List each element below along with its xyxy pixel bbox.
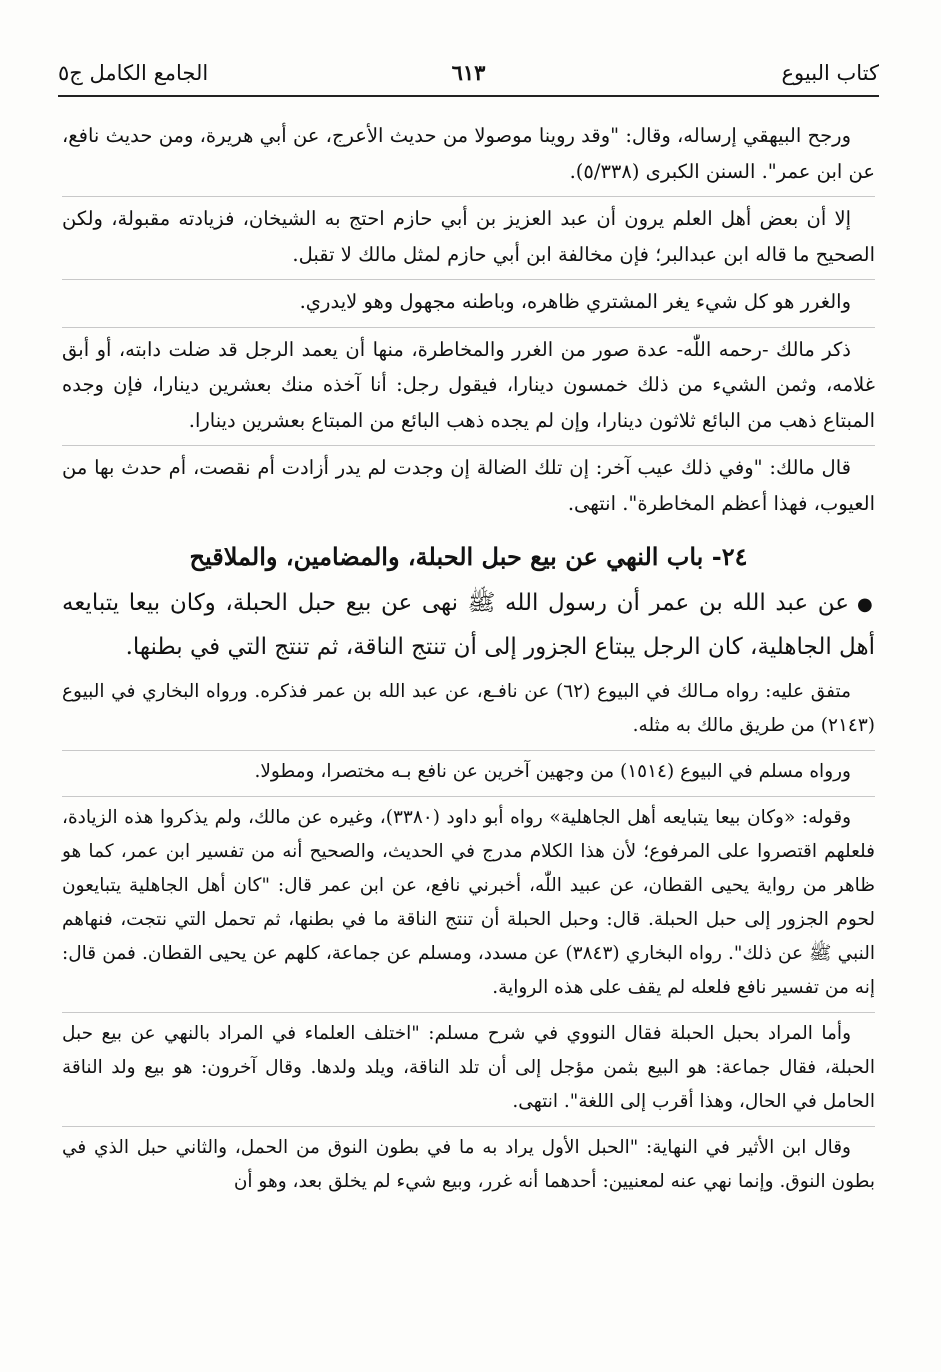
header-divider [58,95,879,97]
paragraph-abdulaziz: إلا أن بعض أهل العلم يرون أن عبد العزيز بن أبي حازم احتج به الشيخان، فزيادته مقبولة، ولكن الصحيح ما قاله ابن عبدالبر؛ فإن مخالفة ابن أبي حازم لمثل مالك لا تقبل. [62,207,875,266]
bullet-icon: ● [856,594,875,615]
paragraph-gharar-definition: والغرر هو كل شيء يغر المشتري ظاهره، وباطنه مجهول وهو لايدري. [299,290,851,313]
paragraph-divider [62,1012,875,1013]
paragraph-divider [62,196,875,197]
paragraph-bayhaqi: ورجح البيهقي إرساله، وقال: "وقد روينا موصولا من حديث الأعرج، عن أبي هريرة، ومن حديث نافع، عن ابن عمر". السنن الكبرى (٥/٣٣٨). [62,124,875,183]
paragraph-divider [62,750,875,751]
paragraph-malik-examples: ذكر مالك -رحمه اللّٰه- عدة صور من الغرر والمخاطرة، منها أن يعمد الرجل قد ضلت دابته، أو أبق غلامه، وثمن الشيء من ذلك خمسون دينارا، فيقول رجل: أنا آخذه منك بعشرين دينارا، فإن وجده المبتاع ذهب من البائع ثلاثون دينارا، وإن لم يجده ذهب البائع من المبتاع بعشرين دينارا. [62,337,875,432]
section-heading: ٢٤- باب النهي عن بيع حبل الحبلة، والمضامين، والملاقيح [189,542,748,571]
paragraph-divider [62,796,875,797]
page-body [62,118,875,1206]
page-header [58,58,879,92]
paragraph-divider [62,1126,875,1127]
chapter-title: كتاب البيوع [781,61,879,85]
paragraph-ibn-athir: وقال ابن الأثير في النهاية: "الحبل الأول يراد به ما في بطون النوق من الحمل، والثاني حبل الذي في بطون النوق. وإنما نهي عنه لمعنيين: أحدهما أنه غرر، وبيع شيء لم يخلق بعد، وهو أن [62,1137,875,1192]
paragraph-muslim: ورواه مسلم في البيوع (١٥١٤) من وجهين آخرين عن نافع بـه مختصرا، ومطولا. [254,761,851,782]
paragraph-nawawi: وأما المراد بحبل الحبلة فقال النووي في شرح مسلم: "اختلف العلماء في المراد بالنهي عن بيع حبل الحبلة، فقال جماعة: هو البيع بثمن مؤجل إلى أن تلد الناقة، ويلد ولدها. وقال آخرون: هو بيع ولد الناقة الحامل في الحال، وهذا أقرب إلى اللغة". انتهى. [62,1023,875,1112]
book-title: الجامع الكامل ج٥ [58,61,209,85]
paragraph-divider [62,327,875,328]
hadith-text: عن عبد الله بن عمر أن رسول الله ﷺ نهى عن بيع حبل الحبلة، وكان بيعا يتبايعه أهل الجاهلية، كان الرجل يبتاع الجزور إلى أن تنتج الناقة، ثم تنتج التي في بطنها. [62,590,875,660]
page-number: ٦١٣ [451,60,486,85]
paragraph-takhrij: متفق عليه: رواه مـالك في البيوع (٦٢) عن نافـع، عن عبد الله بن عمر فذكره. ورواه البخاري في البيوع (٢١٤٣) من طريق مالك به مثله. [62,681,875,736]
hadith-text-block [62,582,875,669]
paragraph-idraj: وقوله: «وكان بيعا يتبايعه أهل الجاهلية» رواه أبو داود (٣٣٨٠)، وغيره عن مالك، ولم يذكروا هذه الزيادة، فلعلهم اقتصروا على المرفوع؛ لأن هذا الكلام مدرج في الحديث، والصحيح أنه من تفسير ابن عمر، كما هو ظاهر من رواية يحيى القطان، عن عبيد اللّٰه، أخبرني نافع، عن ابن عمر قال: "كان أهل الجاهلية يتبايعون لحوم الجزور إلى حبل الحبلة. قال: وحبل الحبلة أن تنتج الناقة ما في بطنها، ثم تحمل التي نتجت، فنهاهم النبي ﷺ عن ذلك". رواه البخاري (٣٨٤٣) عن مسدد، ومسلم عن جماعة، كلهم عن يحيى القطان. فمن قال: إنه من تفسير نافع فلعله لم يقف على هذه الرواية. [62,807,875,998]
paragraph-divider [62,279,875,280]
paragraph-malik-quote: قال مالك: "وفي ذلك عيب آخر: إن تلك الضالة إن وجدت لم يدر أزادت أم نقصت، أم حدث بها من العيوب، فهذا أعظم المخاطرة". انتهى. [62,456,875,515]
paragraph-divider [62,445,875,446]
